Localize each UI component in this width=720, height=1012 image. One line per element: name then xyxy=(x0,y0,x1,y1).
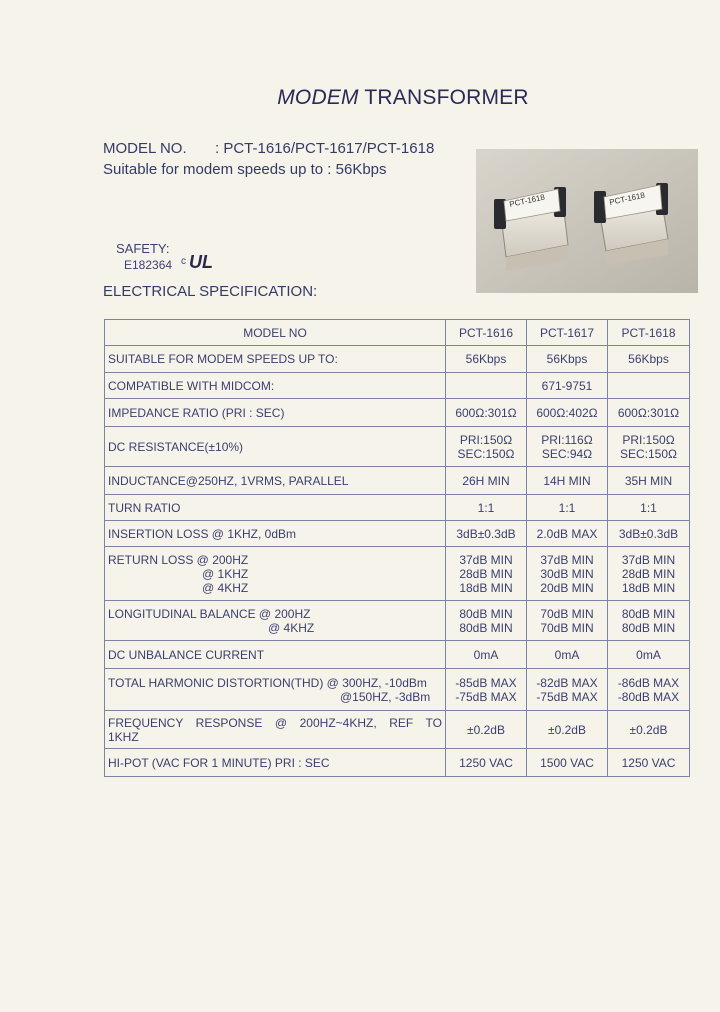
value-text: 70dB MIN xyxy=(540,606,594,621)
value-cell-pct-1617 xyxy=(527,601,608,641)
value-cell-pct-1618 xyxy=(608,427,690,467)
table-row xyxy=(105,641,690,669)
value-text: ±0.2dB xyxy=(467,722,505,737)
value-cell-pct-1618 xyxy=(608,399,690,427)
value-text: SEC:150Ω xyxy=(620,446,677,461)
parameter-text: @ 4KHZ xyxy=(202,580,249,595)
table-row xyxy=(105,547,690,601)
value-text: SEC:150Ω xyxy=(457,446,515,461)
parameter-text: @ 4KHZ xyxy=(268,620,315,635)
parameter-text: @150HZ, -3dBm xyxy=(340,689,431,704)
parameter-cell xyxy=(105,669,446,711)
value-text: 3dB±0.3dB xyxy=(618,526,679,541)
svg-text:PCT-1618: PCT-1618 xyxy=(508,192,546,209)
value-cell-pct-1617 xyxy=(527,495,608,521)
value-text: SEC:94Ω xyxy=(541,446,593,461)
value-text: 26H MIN xyxy=(462,473,510,488)
table-row xyxy=(105,495,690,521)
value-text: 30dB MIN xyxy=(540,566,594,581)
header-model-no: MODEL NO xyxy=(105,320,446,346)
parameter-cell xyxy=(105,495,446,521)
value-cell-pct-1616 xyxy=(446,346,527,373)
header-pct-1618: PCT-1618 xyxy=(608,320,690,346)
parameter-text: DC RESISTANCE(±10%) xyxy=(108,439,244,454)
value-cell-pct-1616 xyxy=(446,711,527,749)
value-cell-pct-1616 xyxy=(446,669,527,711)
parameter-text: HI-POT (VAC FOR 1 MINUTE) PRI : SEC xyxy=(108,755,330,770)
ul-recognized-logo xyxy=(181,249,221,273)
model-number-line xyxy=(103,140,434,157)
table-row xyxy=(105,427,690,467)
value-cell-pct-1617 xyxy=(527,547,608,601)
value-text: 2.0dB MAX xyxy=(536,526,598,541)
title-rest: TRANSFORMER xyxy=(364,86,529,109)
value-text: 0mA xyxy=(473,647,499,662)
value-text: PRI:150Ω xyxy=(459,432,513,447)
value-cell-pct-1618 xyxy=(608,467,690,495)
parameter-text: LONGITUDINAL BALANCE @ 200HZ xyxy=(108,606,311,621)
value-text: 56Kbps xyxy=(465,352,507,366)
value-text: 56Kbps xyxy=(546,352,588,366)
value-text: 80dB MIN xyxy=(459,606,513,621)
value-text: 37dB MIN xyxy=(459,552,513,567)
table-row xyxy=(105,601,690,641)
value-cell-pct-1618 xyxy=(608,749,690,777)
value-cell-pct-1618 xyxy=(608,669,690,711)
value-text: -86dB MAX xyxy=(617,675,680,690)
value-cell-pct-1618 xyxy=(608,346,690,373)
value-text: 18dB MIN xyxy=(459,580,513,595)
parameter-text: TOTAL HARMONIC DISTORTION(THD) @ 300HZ, -10dBm xyxy=(108,675,427,690)
value-text: 80dB MIN xyxy=(621,620,676,635)
value-cell-pct-1618 xyxy=(608,373,690,399)
parameter-text: INSERTION LOSS @ 1KHZ, 0dBm xyxy=(108,526,297,541)
parameter-cell xyxy=(105,547,446,601)
value-cell-pct-1617 xyxy=(527,749,608,777)
parameter-text: FREQUENCY RESPONSE @ 200HZ~4KHZ, REF TO xyxy=(108,715,442,730)
value-text: 37dB MIN xyxy=(621,552,676,567)
table-row xyxy=(105,521,690,547)
model-label: MODEL NO. xyxy=(103,140,187,157)
parameter-text: IMPEDANCE RATIO (PRI : SEC) xyxy=(108,405,285,420)
table-header-row xyxy=(105,320,690,346)
value-cell-pct-1618 xyxy=(608,641,690,669)
value-text: PRI:116Ω xyxy=(541,432,593,447)
value-text: -82dB MAX xyxy=(536,675,598,690)
value-text: -80dB MAX xyxy=(617,689,680,704)
parameter-text: INDUCTANCE@250HZ, 1VRMS, PARALLEL xyxy=(108,473,349,488)
value-cell-pct-1616 xyxy=(446,547,527,601)
value-cell-pct-1616 xyxy=(446,495,527,521)
value-text: -75dB MAX xyxy=(455,689,517,704)
value-cell-pct-1616 xyxy=(446,373,527,399)
table-row xyxy=(105,669,690,711)
table-row xyxy=(105,467,690,495)
parameter-cell xyxy=(105,601,446,641)
value-cell-pct-1618 xyxy=(608,711,690,749)
value-cell-pct-1616 xyxy=(446,641,527,669)
table-row xyxy=(105,399,690,427)
value-text: 1250 VAC xyxy=(621,755,676,770)
document-title xyxy=(0,86,720,110)
value-text: 1250 VAC xyxy=(459,755,513,770)
parameter-text: RETURN LOSS @ 200HZ xyxy=(108,552,249,567)
svg-text:c: c xyxy=(181,256,186,267)
value-cell-pct-1618 xyxy=(608,547,690,601)
parameter-text: 1KHZ xyxy=(108,729,139,744)
value-text: 671-9751 xyxy=(541,378,593,393)
value-text: ±0.2dB xyxy=(548,722,586,737)
parameter-cell xyxy=(105,467,446,495)
parameter-cell xyxy=(105,641,446,669)
value-text: 35H MIN xyxy=(624,473,673,488)
value-cell-pct-1618 xyxy=(608,601,690,641)
value-text: 18dB MIN xyxy=(621,580,676,595)
value-text: 14H MIN xyxy=(543,473,591,488)
parameter-text: DC UNBALANCE CURRENT xyxy=(108,647,265,662)
parameter-text: SUITABLE FOR MODEM SPEEDS UP TO: xyxy=(108,352,338,366)
parameter-cell xyxy=(105,711,446,749)
value-text: 0mA xyxy=(636,647,661,662)
value-text: 0mA xyxy=(554,647,580,662)
electrical-specification-heading: ELECTRICAL SPECIFICATION: xyxy=(103,283,318,300)
value-text: ±0.2dB xyxy=(629,722,668,737)
value-text: 1:1 xyxy=(477,500,495,515)
value-text: 600Ω:301Ω xyxy=(617,405,680,420)
table-row xyxy=(105,749,690,777)
value-cell-pct-1617 xyxy=(527,521,608,547)
value-cell-pct-1618 xyxy=(608,521,690,547)
ul-logo-text: UL xyxy=(189,252,213,272)
header-pct-1617: PCT-1617 xyxy=(527,320,608,346)
electrical-specification-table xyxy=(104,319,690,777)
suitable-line: Suitable for modem speeds up to : 56Kbps xyxy=(103,161,387,178)
value-text: 1:1 xyxy=(558,500,576,515)
value-text: PRI:150Ω xyxy=(622,432,675,447)
value-cell-pct-1616 xyxy=(446,399,527,427)
table-row xyxy=(105,346,690,373)
parameter-cell xyxy=(105,346,446,373)
value-cell-pct-1617 xyxy=(527,467,608,495)
parameter-cell xyxy=(105,427,446,467)
table-row xyxy=(105,373,690,399)
value-cell-pct-1617 xyxy=(527,346,608,373)
value-cell-pct-1617 xyxy=(527,373,608,399)
value-text: 1:1 xyxy=(640,500,657,515)
svg-text:PCT-1618: PCT-1618 xyxy=(608,190,646,207)
header-pct-1616: PCT-1616 xyxy=(446,320,527,346)
value-text: 3dB±0.3dB xyxy=(456,526,516,541)
value-text: 70dB MIN xyxy=(540,620,594,635)
value-text: 28dB MIN xyxy=(621,566,676,581)
value-cell-pct-1616 xyxy=(446,427,527,467)
parameter-text: @ 1KHZ xyxy=(202,566,249,581)
value-text: 80dB MIN xyxy=(459,620,513,635)
title-italic-part: MODEM xyxy=(277,86,359,109)
value-cell-pct-1616 xyxy=(446,521,527,547)
safety-file-number: E182364 xyxy=(124,258,173,272)
value-cell-pct-1616 xyxy=(446,749,527,777)
value-text: 28dB MIN xyxy=(459,566,513,581)
value-text: -85dB MAX xyxy=(455,675,517,690)
model-value: : PCT-1616/PCT-1617/PCT-1618 xyxy=(215,140,435,157)
value-cell-pct-1617 xyxy=(527,669,608,711)
value-cell-pct-1617 xyxy=(527,641,608,669)
value-cell-pct-1618 xyxy=(608,495,690,521)
product-photo xyxy=(476,149,698,293)
value-text: 1500 VAC xyxy=(540,755,594,770)
parameter-text: COMPATIBLE WITH MIDCOM: xyxy=(108,378,275,393)
parameter-cell xyxy=(105,373,446,399)
table-row xyxy=(105,711,690,749)
value-text: -75dB MAX xyxy=(536,689,598,704)
parameter-cell xyxy=(105,399,446,427)
value-cell-pct-1617 xyxy=(527,427,608,467)
safety-label: SAFETY: xyxy=(116,241,170,256)
parameter-cell xyxy=(105,749,446,777)
value-cell-pct-1617 xyxy=(527,711,608,749)
parameter-cell xyxy=(105,521,446,547)
value-text: 56Kbps xyxy=(628,352,669,366)
value-text: 600Ω:402Ω xyxy=(536,405,598,420)
value-text: 600Ω:301Ω xyxy=(455,405,517,420)
value-cell-pct-1616 xyxy=(446,601,527,641)
value-cell-pct-1617 xyxy=(527,399,608,427)
value-text: 37dB MIN xyxy=(540,552,594,567)
value-text: 20dB MIN xyxy=(540,580,594,595)
value-cell-pct-1616 xyxy=(446,467,527,495)
parameter-text: TURN RATIO xyxy=(108,500,181,515)
value-text: 80dB MIN xyxy=(621,606,676,621)
